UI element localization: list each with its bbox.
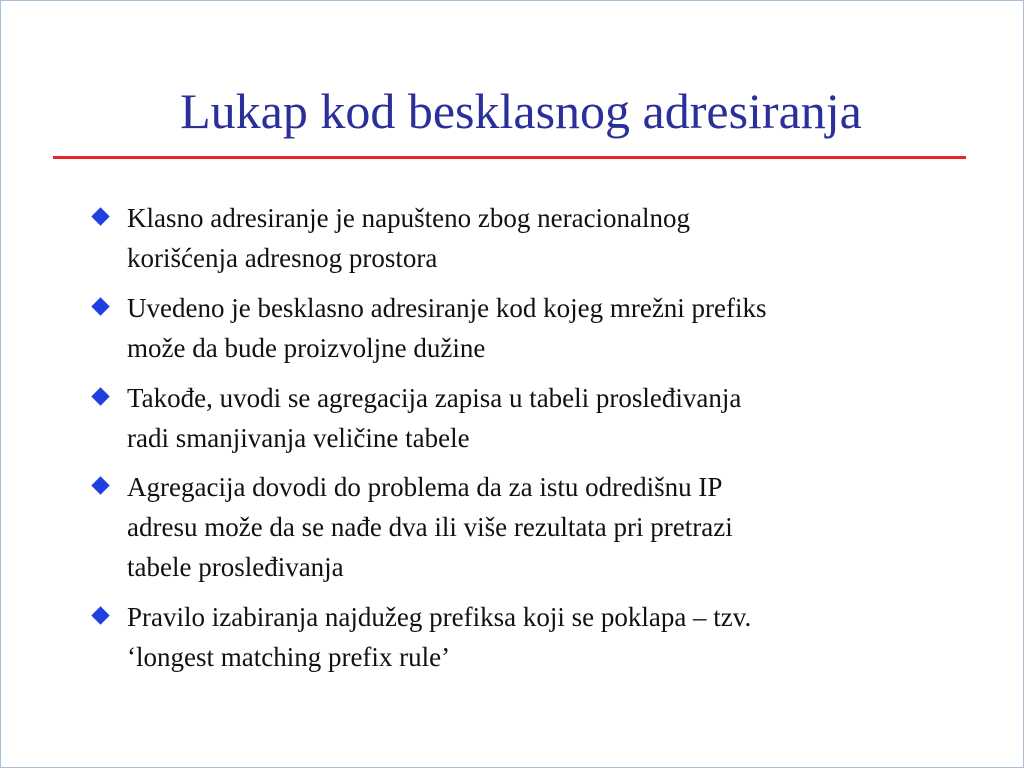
bullet-item [91, 378, 951, 458]
diamond-bullet-icon [91, 297, 109, 315]
bullet-text-line: Takođe, uvodi se agregacija zapisa u tabeli prosleđivanja [127, 383, 742, 413]
bullet-text-line: korišćenja adresnog prostora [127, 243, 438, 273]
bullet-item [91, 288, 951, 368]
slide-title: Lukap kod besklasnog adresiranja [180, 83, 862, 139]
bullet-item [91, 198, 951, 278]
bullet-item [91, 467, 951, 587]
bullet-text-line: adresu može da se nađe dva ili više rezultata pri pretrazi [127, 512, 733, 542]
bullet-text-line: radi smanjivanja veličine tabele [127, 423, 470, 453]
bullet-item [91, 597, 951, 677]
diamond-bullet-icon [91, 606, 109, 624]
bullet-text-line: tabele prosleđivanja [127, 552, 344, 582]
title-underline [53, 156, 966, 159]
bullet-text-line: ‘longest matching prefix rule’ [127, 642, 451, 672]
diamond-bullet-icon [91, 207, 109, 225]
diamond-bullet-icon [91, 476, 109, 494]
bullet-text-line: može da bude proizvoljne dužine [127, 333, 486, 363]
bullet-text-line: Pravilo izabiranja najdužeg prefiksa koji se poklapa – tzv. [127, 602, 752, 632]
diamond-bullet-icon [91, 387, 109, 405]
bullet-text-line: Uvedeno je besklasno adresiranje kod kojeg mrežni prefiks [127, 293, 767, 323]
bullet-text-line: Klasno adresiranje je napušteno zbog neracionalnog [127, 203, 691, 233]
bullet-list [91, 198, 951, 687]
bullet-text-line: Agregacija dovodi do problema da za istu odredišnu IP [127, 472, 723, 502]
